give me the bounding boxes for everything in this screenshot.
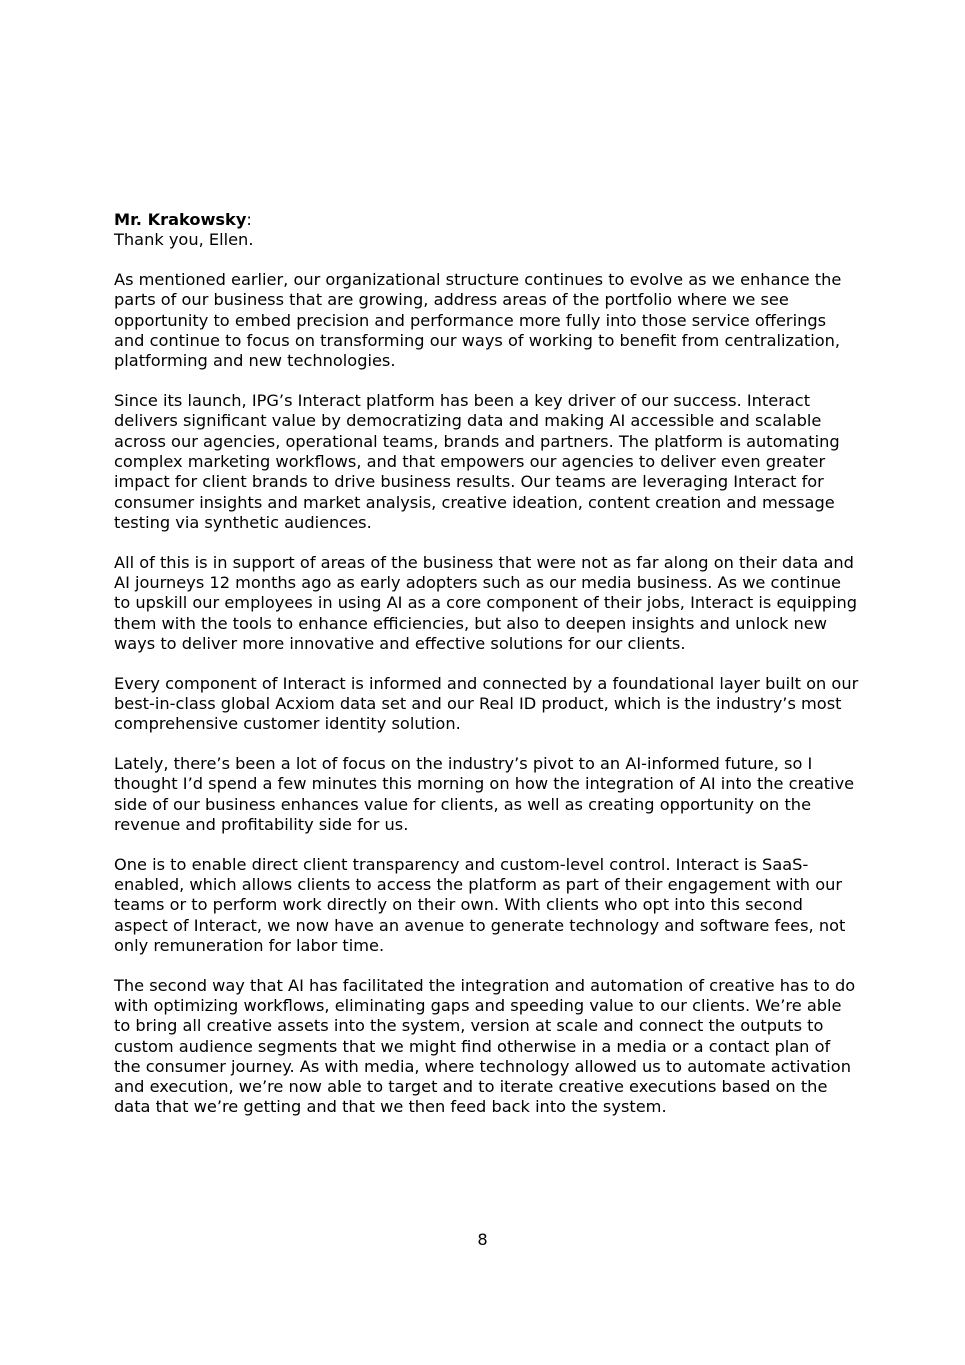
paragraph-business-support: All of this is in support of areas of the business that were not as far along on their data and AI journeys 12 months ago as early adopters such as our media business. As we continue to upskill our employees in using AI as a core component of their jobs, Interact is equipping them with the tools to enhance efficiencies, but also to deepen insights and unlock new ways to deliver more innovative and effective solutions for our clients. — [114, 552, 858, 653]
paragraph-client-transparency: One is to enable direct client transparency and custom-level control. Interact is SaaS-enabled, which allows clients to access the platform as part of their engagement with our teams or to perform work directly on their own. With clients who opt into this second aspect of Interact, we now have an avenue to generate technology and software fees, not only remuneration for labor time. — [114, 854, 846, 955]
transcript-page — [114, 210, 859, 1118]
page-number: 8 — [477, 1230, 488, 1249]
paragraph-foundational-layer: Every component of Interact is informed and connected by a foundational layer built on our best-in-class global Acxiom data set and our Real ID product, which is the industry’s most comprehensive customer identity solution. — [114, 673, 859, 734]
paragraph-workflow-optimization: The second way that AI has facilitated the integration and automation of creative has to do with optimizing workflows, eliminating gaps and speeding value to our clients. We’re able to bring all creative assets into the system, version at scale and connect the outputs to custom audience segments that we might find otherwise in a media or a contact plan of the consumer journey. As with media, where technology allowed us to automate activation and execution, we’re now able to target and to iterate creative executions based on the data that we’re getting and that we then feed back into the system. — [114, 975, 856, 1117]
paragraph-organizational-structure: As mentioned earlier, our organizational structure continues to evolve as we enhance the parts of our business that are growing, address areas of the portfolio where we see opportunity to embed precision and performance more fully into those service offerings and continue to focus on transforming our ways of working to benefit from centralization, platforming and new technologies. — [114, 270, 842, 371]
speaker-colon: : — [246, 210, 252, 229]
paragraph-interact-platform: Since its launch, IPG’s Interact platform has been a key driver of our success. Interact delivers significant value by democratizing data and making AI accessible and scalable across our agencies, operational teams, brands and partners. The platform is automating complex marketing workflows, and that empowers our agencies to deliver even greater impact for client brands to drive business results. Our teams are leveraging Interact for consumer insights and market analysis, creative ideation, content creation and message testing via synthetic audiences. — [114, 391, 840, 532]
greeting: Thank you, Ellen. — [114, 230, 254, 250]
paragraph-ai-future: Lately, there’s been a lot of focus on the industry’s pivot to an AI-informed future, so I thought I’d spend a few minutes this morning on how the integration of AI into the creative side of our business enhances value for clients, as well as creating opportunity on the revenue and profitability side for us. — [114, 754, 855, 834]
speaker-line — [114, 210, 859, 230]
speaker-name: Mr. Krakowsky — [114, 210, 247, 229]
